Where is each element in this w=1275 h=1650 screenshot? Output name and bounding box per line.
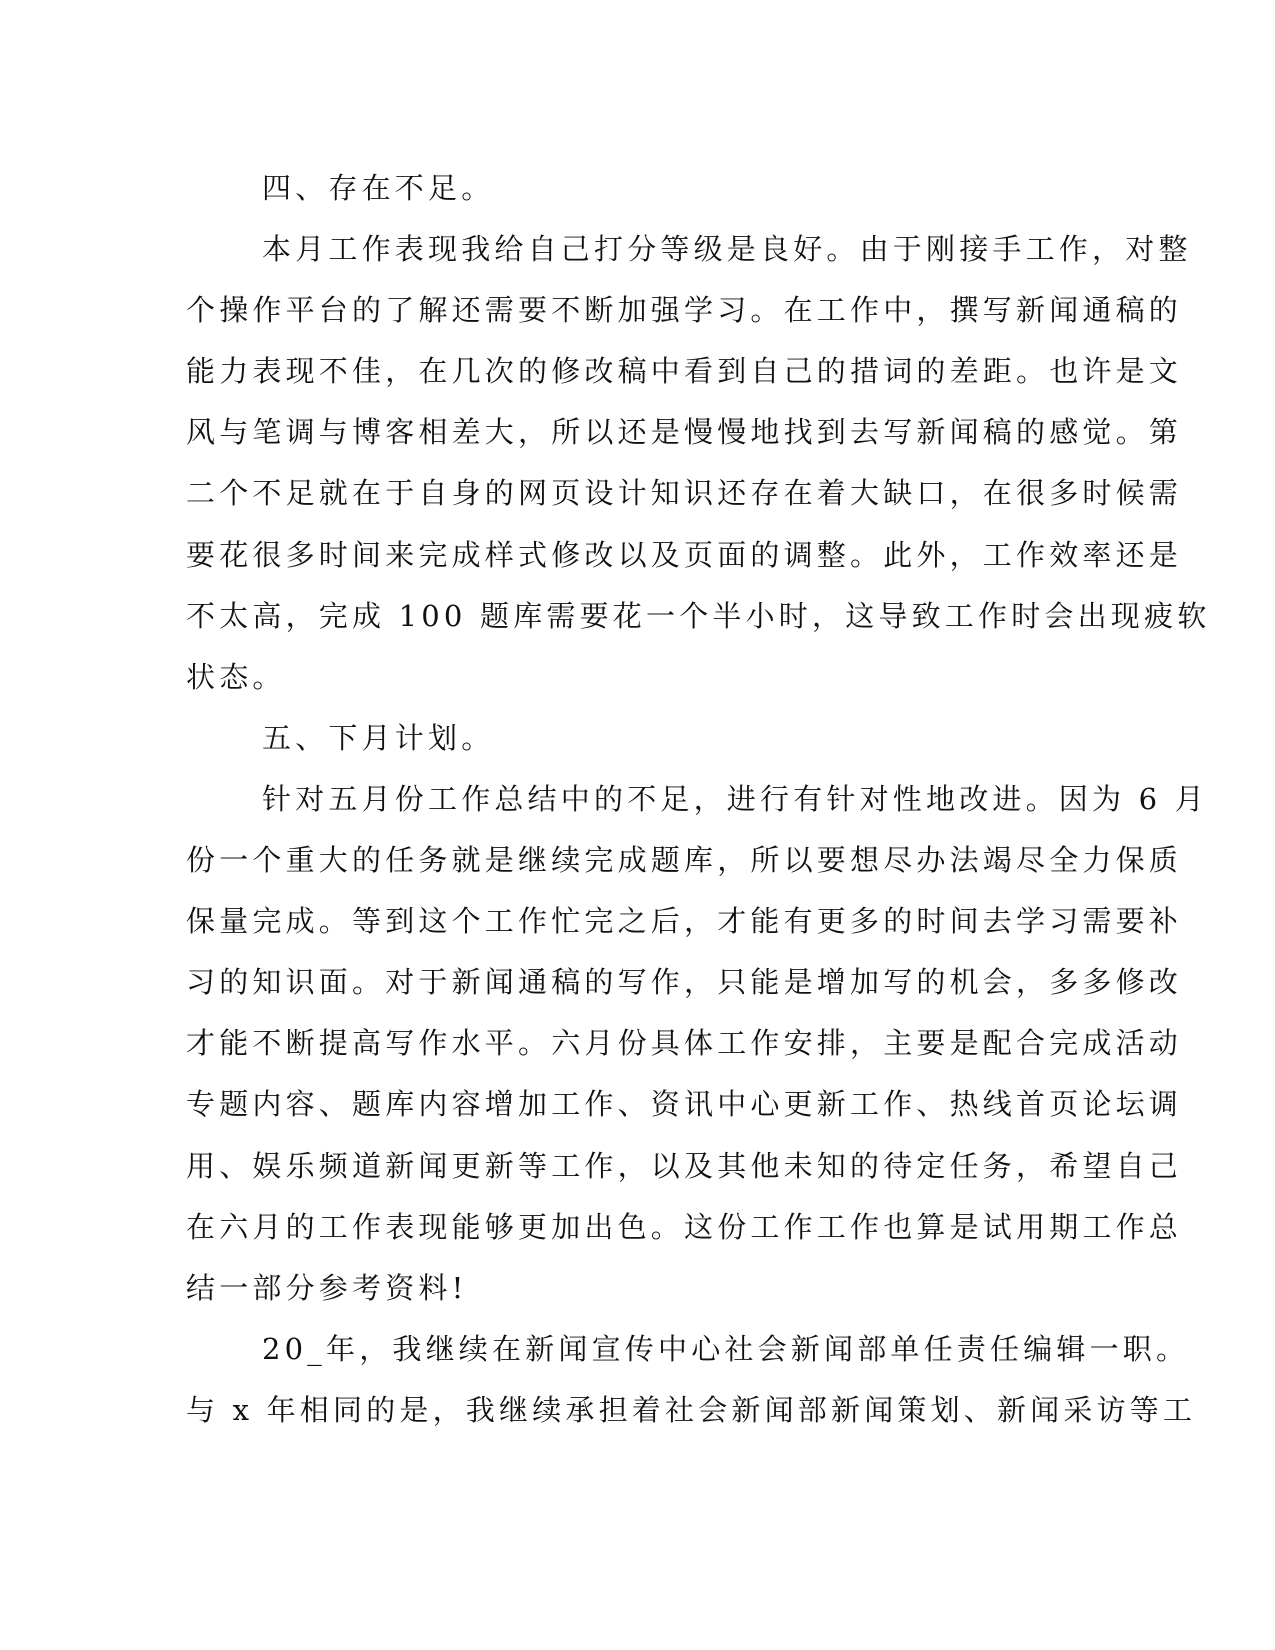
paragraph-line: 份一个重大的任务就是继续完成题库，所以要想尽办法竭尽全力保质 — [186, 843, 1183, 878]
paragraph-line: 状态。 — [186, 659, 286, 694]
paragraph-line: 与 x 年相同的是，我继续承担着社会新闻部新闻策划、新闻采访等工 — [186, 1392, 1197, 1427]
paragraph-line: 风与笔调与博客相差大，所以还是慢慢地找到去写新闻稿的感觉。第 — [186, 415, 1183, 450]
paragraph-line: 专题内容、题库内容增加工作、资讯中心更新工作、热线首页论坛调 — [186, 1087, 1183, 1122]
paragraph-line: 20_年，我继续在新闻宣传中心社会新闻部单任责任编辑一职。 — [262, 1331, 1190, 1366]
paragraph-line: 本月工作表现我给自己打分等级是良好。由于刚接手工作，对整 — [262, 232, 1192, 267]
paragraph-line: 不太高，完成 100 题库需要花一个半小时，这导致工作时会出现疲软 — [186, 598, 1211, 633]
section-heading-next-month-plan: 五、下月计划。 — [262, 720, 495, 755]
paragraph-line: 能力表现不佳，在几次的修改稿中看到自己的措词的差距。也许是文 — [186, 354, 1183, 389]
paragraph-line: 二个不足就在于自身的网页设计知识还存在着大缺口，在很多时候需 — [186, 476, 1183, 511]
paragraph-line: 保量完成。等到这个工作忙完之后，才能有更多的时间去学习需要补 — [186, 904, 1183, 939]
document-body — [186, 158, 1211, 1441]
paragraph-line: 才能不断提高写作水平。六月份具体工作安排，主要是配合完成活动 — [186, 1026, 1183, 1061]
paragraph-line: 用、娱乐频道新闻更新等工作，以及其他未知的待定任务，希望自己 — [186, 1148, 1183, 1183]
paragraph-line: 个操作平台的了解还需要不断加强学习。在工作中，撰写新闻通稿的 — [186, 293, 1183, 328]
paragraph-line: 结一部分参考资料! — [186, 1270, 468, 1305]
paragraph-line: 习的知识面。对于新闻通稿的写作，只能是增加写的机会，多多修改 — [186, 965, 1183, 1000]
paragraph-line: 要花很多时间来完成样式修改以及页面的调整。此外，工作效率还是 — [186, 537, 1183, 572]
section-heading-shortcomings: 四、存在不足。 — [262, 171, 495, 205]
paragraph-line: 针对五月份工作总结中的不足，进行有针对性地改进。因为 6 月 — [262, 781, 1208, 816]
paragraph-line: 在六月的工作表现能够更加出色。这份工作工作也算是试用期工作总 — [186, 1209, 1183, 1244]
